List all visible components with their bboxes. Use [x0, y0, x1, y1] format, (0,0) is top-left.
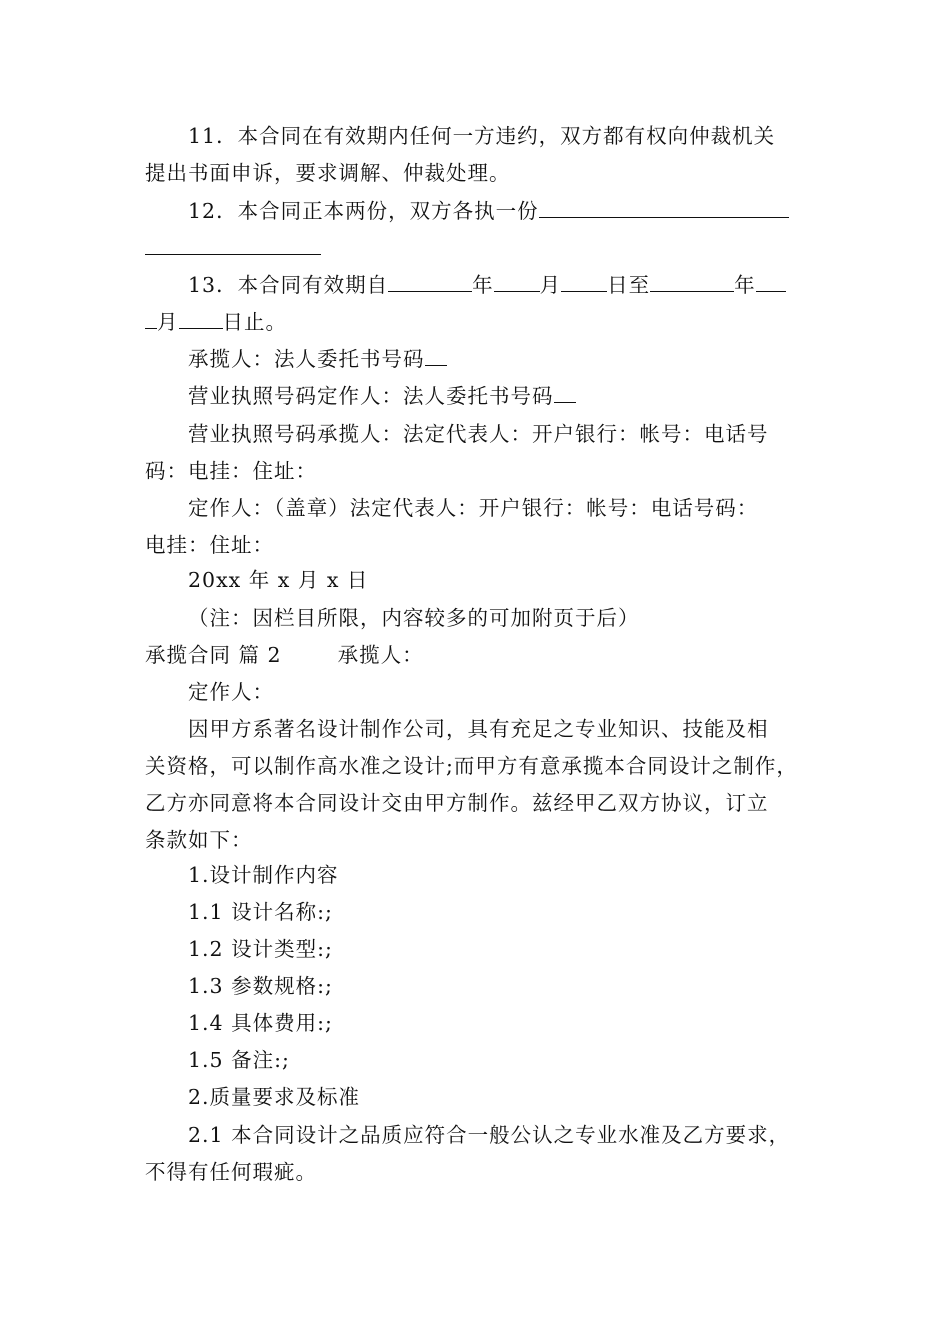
- blank-underline: [756, 271, 786, 292]
- year-label: 年: [472, 273, 494, 297]
- owner-line: 定作人：（盖章）法定代表人：开户银行：帐号：电话号码：: [188, 496, 759, 520]
- intro-line-2: 关资格，可以制作高水准之设计;而甲方有意承揽本合同设计之制作，: [145, 754, 798, 778]
- license-contractor-line: 营业执照号码承揽人：法定代表人：开户银行：帐号：电话号: [188, 422, 769, 446]
- blank-underline: [650, 271, 734, 292]
- month-label: 月: [157, 310, 179, 334]
- blank-underline: [145, 308, 157, 329]
- blank-underline: [539, 197, 789, 218]
- contract-2-title: 承揽合同 篇 2: [145, 643, 282, 667]
- contractor-text: 承揽人：法人委托书号码: [188, 347, 425, 371]
- intro-line-4: 条款如下：: [145, 828, 253, 852]
- license-owner-line: [188, 381, 576, 411]
- section-2-heading: 2.质量要求及标准: [188, 1085, 361, 1109]
- clause-12-line-2: [145, 233, 321, 263]
- clause-13-line-2: [145, 307, 287, 337]
- contractor-contact-line: 码：电挂：住址：: [145, 459, 317, 483]
- item-2-1-line-2: 不得有任何瑕疵。: [145, 1160, 317, 1184]
- item-1-4: 1.4 具体费用:;: [188, 1011, 333, 1035]
- item-1-1: 1.1 设计名称:;: [188, 900, 333, 924]
- note-line: （注：因栏目所限，内容较多的可加附页于后）: [188, 606, 640, 630]
- contractor-line: [188, 344, 447, 374]
- day-to-label: 日至: [607, 273, 651, 297]
- item-2-1-line-1: 2.1 本合同设计之品质应符合一般公认之专业水准及乙方要求，: [188, 1123, 791, 1147]
- date-line: 20xx 年 x 月 x 日: [188, 568, 369, 592]
- intro-line-3: 乙方亦同意将本合同设计交由甲方制作。兹经甲乙双方协议，订立: [145, 791, 769, 815]
- contract-2-contractor-label: 承揽人：: [337, 643, 424, 667]
- clause-12-text: 12．本合同正本两份，双方各执一份: [188, 199, 539, 223]
- clause-13-line-1: [188, 270, 786, 300]
- license-owner-text: 营业执照号码定作人：法人委托书号码: [188, 384, 554, 408]
- blank-underline: [561, 271, 607, 292]
- blank-underline: [145, 234, 321, 255]
- blank-underline: [494, 271, 540, 292]
- section-1-heading: 1.设计制作内容: [188, 863, 339, 887]
- blank-underline: [425, 345, 447, 366]
- blank-underline: [554, 382, 576, 403]
- day-end-label: 日止。: [222, 310, 287, 334]
- blank-underline: [179, 308, 223, 329]
- intro-line-1: 因甲方系著名设计制作公司，具有充足之专业知识、技能及相: [188, 717, 769, 741]
- clause-11-line-1: 11．本合同在有效期内任何一方违约，双方都有权向仲裁机关: [188, 124, 776, 148]
- clause-12-line-1: [188, 196, 789, 226]
- clause-13-text-start: 13．本合同有效期自: [188, 273, 389, 297]
- item-1-5: 1.5 备注:;: [188, 1048, 290, 1072]
- item-1-2: 1.2 设计类型:;: [188, 937, 333, 961]
- contract-2-heading: [145, 640, 424, 670]
- owner-contact-line: 电挂：住址：: [145, 533, 274, 557]
- contract-2-owner-label: 定作人：: [188, 680, 274, 704]
- year-label: 年: [734, 273, 756, 297]
- item-1-3: 1.3 参数规格:;: [188, 974, 333, 998]
- month-label: 月: [539, 273, 562, 297]
- blank-underline: [388, 271, 472, 292]
- clause-11-line-2: 提出书面申诉，要求调解、仲裁处理。: [145, 161, 511, 185]
